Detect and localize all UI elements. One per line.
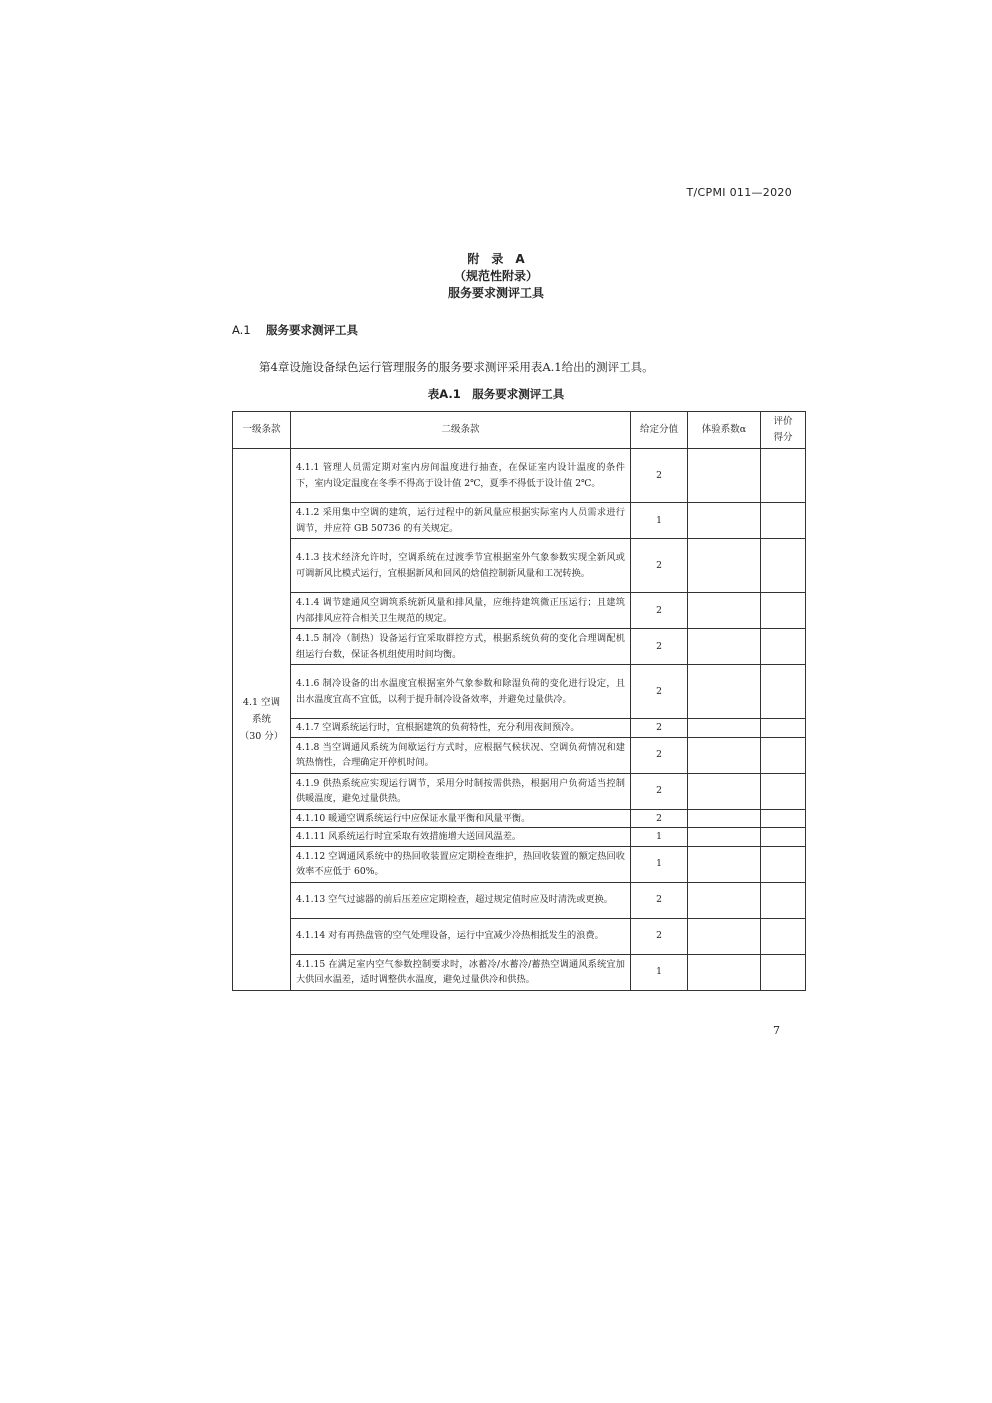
item-text-cell: 4.1.4 调节建通风空调筑系统新风量和排风量，应维持建筑微正压运行；且建筑内部排风应符合相关卫生规范的规定。 — [291, 593, 631, 629]
category-label-line3: （30 分） — [239, 730, 284, 742]
score-cell: 2 — [631, 737, 688, 773]
table-header-row — [233, 412, 806, 449]
coefficient-cell — [688, 503, 761, 539]
item-text-cell: 4.1.8 当空调通风系统为间歇运行方式时，应根据气候状况、空调负荷情况和建筑热惰性，合理确定开停机时间。 — [291, 737, 631, 773]
score-cell: 2 — [631, 809, 688, 828]
coefficient-cell — [688, 918, 761, 954]
score-cell: 2 — [631, 719, 688, 738]
table-row — [233, 846, 806, 882]
table-row — [233, 503, 806, 539]
category-cell — [233, 449, 291, 991]
rating-cell — [761, 882, 806, 918]
header-level1: 一级条款 — [233, 412, 291, 449]
coefficient-cell — [688, 828, 761, 847]
rating-cell — [761, 954, 806, 990]
table-row — [233, 593, 806, 629]
score-cell: 1 — [631, 828, 688, 847]
item-text-cell: 4.1.14 对有再热盘管的空气处理设备，运行中宜减少冷热相抵发生的浪费。 — [291, 918, 631, 954]
item-text-cell: 4.1.11 风系统运行时宜采取有效措施增大送回风温差。 — [291, 828, 631, 847]
coefficient-cell — [688, 737, 761, 773]
rating-cell — [761, 809, 806, 828]
score-cell: 2 — [631, 882, 688, 918]
coefficient-cell — [688, 719, 761, 738]
table-row — [233, 918, 806, 954]
item-text-cell: 4.1.5 制冷（制热）设备运行宜采取群控方式，根据系统负荷的变化合理调配机组运行台数，保证各机组使用时间均衡。 — [291, 629, 631, 665]
rating-cell — [761, 503, 806, 539]
table-row — [233, 737, 806, 773]
appendix-name: 服务要求测评工具 — [447, 286, 544, 300]
item-text-cell: 4.1.2 采用集中空调的建筑，运行过程中的新风量应根据实际室内人员需求进行调节，并应符 GB 50736 的有关规定。 — [291, 503, 631, 539]
rating-cell — [761, 828, 806, 847]
table-row — [233, 539, 806, 593]
table-row — [233, 719, 806, 738]
coefficient-cell — [688, 629, 761, 665]
table-body — [233, 449, 806, 991]
coefficient-cell — [688, 539, 761, 593]
coefficient-cell — [688, 665, 761, 719]
coefficient-cell — [688, 954, 761, 990]
table-row — [233, 449, 806, 503]
table-row — [233, 809, 806, 828]
header-score: 给定分值 — [631, 412, 688, 449]
item-text-cell: 4.1.12 空调通风系统中的热回收装置应定期检查维护，热回收装置的额定热回收效率不应低于 60%。 — [291, 846, 631, 882]
item-text-cell: 4.1.15 在满足室内空气参数控制要求时，冰蓄冷/水蓄冷/蓄热空调通风系统宜加大供回水温差，适时调整供水温度，避免过量供冷和供热。 — [291, 954, 631, 990]
table-caption: 表A.1 服务要求测评工具 — [427, 387, 565, 401]
rating-cell — [761, 773, 806, 809]
score-cell: 2 — [631, 918, 688, 954]
coefficient-cell — [688, 846, 761, 882]
appendix-title: 附 录 A — [467, 252, 525, 266]
item-text-cell: 4.1.7 空调系统运行时，宜根据建筑的负荷特性，充分利用夜间预冷。 — [291, 719, 631, 738]
rating-cell — [761, 539, 806, 593]
header-rating-line2: 得分 — [773, 432, 793, 443]
category-label-line1: 4.1 空调 — [242, 696, 281, 708]
score-cell: 2 — [631, 539, 688, 593]
header-rating-line1: 评价 — [773, 416, 793, 427]
item-text-cell: 4.1.3 技术经济允许时，空调系统在过渡季节宜根据室外气象参数实现全新风或可调新风比模式运行，宜根据新风和回风的焓值控制新风量和工况转换。 — [291, 539, 631, 593]
item-text-cell: 4.1.13 空气过滤器的前后压差应定期检查，超过规定值时应及时清洗或更换。 — [291, 882, 631, 918]
header-rating — [761, 412, 806, 449]
appendix-subtitle: （规范性附录） — [453, 269, 538, 283]
section-heading — [232, 322, 358, 338]
page-number: 7 — [773, 1024, 780, 1037]
rating-cell — [761, 665, 806, 719]
appendix-heading — [0, 251, 992, 302]
evaluation-table — [232, 411, 806, 991]
score-cell: 1 — [631, 503, 688, 539]
intro-paragraph: 第4章设施设备绿色运行管理服务的服务要求测评采用表A.1给出的测评工具。 — [259, 360, 654, 374]
score-cell: 2 — [631, 665, 688, 719]
section-number: A.1 — [232, 323, 251, 337]
coefficient-cell — [688, 449, 761, 503]
rating-cell — [761, 846, 806, 882]
rating-cell — [761, 719, 806, 738]
score-cell: 2 — [631, 593, 688, 629]
item-text-cell: 4.1.9 供热系统应实现运行调节，采用分时制按需供热，根据用户负荷适当控制供暖温度，避免过量供热。 — [291, 773, 631, 809]
table-row — [233, 828, 806, 847]
table-row — [233, 629, 806, 665]
rating-cell — [761, 449, 806, 503]
coefficient-cell — [688, 809, 761, 828]
score-cell: 2 — [631, 449, 688, 503]
coefficient-cell — [688, 882, 761, 918]
section-title: 服务要求测评工具 — [266, 323, 359, 337]
rating-cell — [761, 737, 806, 773]
rating-cell — [761, 629, 806, 665]
coefficient-cell — [688, 593, 761, 629]
score-cell: 1 — [631, 954, 688, 990]
document-code: T/CPMI 011—2020 — [686, 186, 792, 199]
rating-cell — [761, 593, 806, 629]
coefficient-cell — [688, 773, 761, 809]
score-cell: 2 — [631, 629, 688, 665]
item-text-cell: 4.1.6 制冷设备的出水温度宜根据室外气象参数和除湿负荷的变化进行设定，且出水温度宜高不宜低，以利于提升制冷设备效率，并避免过量供冷。 — [291, 665, 631, 719]
header-level2: 二级条款 — [291, 412, 631, 449]
score-cell: 1 — [631, 846, 688, 882]
score-cell: 2 — [631, 773, 688, 809]
item-text-cell: 4.1.10 暖通空调系统运行中应保证水量平衡和风量平衡。 — [291, 809, 631, 828]
rating-cell — [761, 918, 806, 954]
table-row — [233, 882, 806, 918]
table-row — [233, 954, 806, 990]
table-row — [233, 665, 806, 719]
table-row — [233, 773, 806, 809]
category-label-line2: 系统 — [251, 713, 271, 725]
item-text-cell: 4.1.1 管理人员需定期对室内房间温度进行抽查，在保证室内设计温度的条件下，室内设定温度在冬季不得高于设计值 2℃，夏季不得低于设计值 2℃。 — [291, 449, 631, 503]
header-coefficient: 体验系数α — [688, 412, 761, 449]
